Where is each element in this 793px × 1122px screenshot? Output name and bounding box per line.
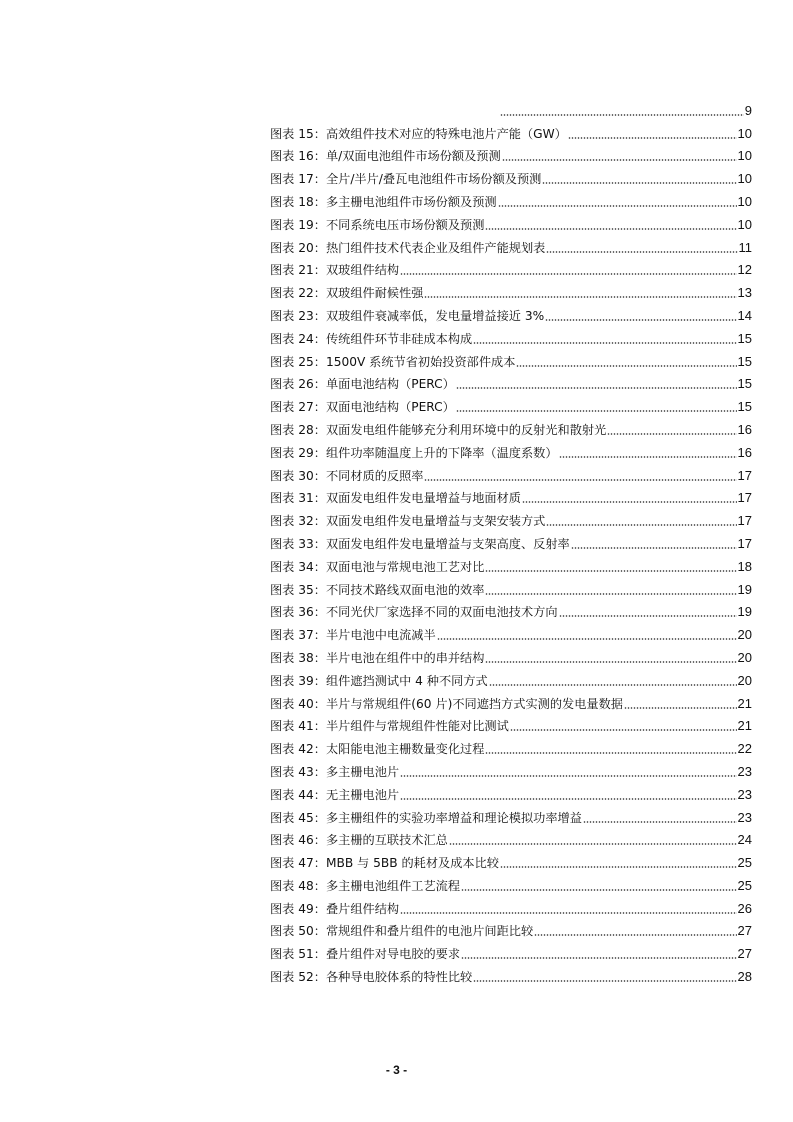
dot-leader xyxy=(542,182,736,184)
toc-page-number[interactable]: 10 xyxy=(737,193,752,209)
toc-entry-label[interactable]: 图表 37：半片电池中电流减半 xyxy=(270,628,436,643)
toc-entry[interactable] xyxy=(270,529,752,552)
toc-entry-label[interactable]: 图表 34：双面电池与常规电池工艺对比 xyxy=(270,559,485,574)
toc-page-number[interactable]: 15 xyxy=(737,376,752,392)
dot-leader xyxy=(546,524,736,526)
toc-page-number[interactable]: 24 xyxy=(737,832,752,848)
toc-entry[interactable] xyxy=(270,438,752,461)
toc-entry[interactable] xyxy=(270,780,752,803)
dot-leader xyxy=(545,319,736,321)
dot-leader xyxy=(571,547,737,549)
dot-leader xyxy=(400,912,736,914)
dot-leader xyxy=(516,365,736,367)
toc-page-number[interactable]: 19 xyxy=(737,581,752,597)
toc-entry-label[interactable]: 图表 46：多主栅的互联技术汇总 xyxy=(270,833,448,848)
dot-leader xyxy=(485,570,736,572)
dot-leader xyxy=(559,456,737,458)
dot-leader xyxy=(461,889,737,891)
dot-leader xyxy=(559,615,737,617)
toc-entry-label[interactable]: 图表 21：双玻组件结构 xyxy=(270,263,400,278)
dot-leader xyxy=(437,638,737,640)
toc-page-number[interactable]: 23 xyxy=(737,763,752,779)
toc-entry-label[interactable]: 图表 31：双面发电组件发电量增益与地面材质 xyxy=(270,491,521,506)
toc-page-number[interactable]: 25 xyxy=(737,855,752,871)
dot-leader xyxy=(473,980,736,982)
toc-page-number[interactable]: 20 xyxy=(737,627,752,643)
toc-entry[interactable] xyxy=(270,233,752,256)
toc-entry-label[interactable]: 图表 43：多主栅电池片 xyxy=(270,764,400,779)
toc-page-number[interactable]: 10 xyxy=(737,171,752,187)
toc-entry-label[interactable]: 图表 52：各种导电胶体系的特性比较 xyxy=(270,970,473,985)
toc-page-number[interactable]: 10 xyxy=(737,216,752,232)
toc-page-number[interactable]: 10 xyxy=(737,125,752,141)
toc-page-number[interactable]: 13 xyxy=(737,285,752,301)
dot-leader xyxy=(424,296,736,298)
toc-page-number[interactable]: 27 xyxy=(737,946,752,962)
toc-entry-label[interactable]: 图表 26：单面电池结构（PERC） xyxy=(270,377,455,392)
dot-leader xyxy=(400,798,736,800)
toc-entry[interactable] xyxy=(270,301,752,324)
dot-leader xyxy=(624,707,737,709)
toc-entry-label[interactable]: 图表 51：叠片组件对导电胶的要求 xyxy=(270,947,461,962)
toc-entry[interactable] xyxy=(270,575,752,598)
toc-entry-label[interactable]: 图表 47：MBB 与 5BB 的耗材及成本比较 xyxy=(270,856,499,871)
table-of-figures xyxy=(270,96,752,985)
toc-entry-label[interactable]: 图表 19：不同系统电压市场份额及预测 xyxy=(270,217,485,232)
toc-entry-label[interactable]: 图表 29：组件功率随温度上升的下降率（温度系数） xyxy=(270,445,558,460)
toc-entry-label[interactable]: 图表 24：传统组件环节非硅成本构成 xyxy=(270,331,473,346)
toc-page-number[interactable]: 16 xyxy=(737,421,752,437)
toc-entry[interactable] xyxy=(270,392,752,415)
dot-leader xyxy=(424,479,736,481)
toc-page-number[interactable]: 11 xyxy=(738,239,752,255)
dot-leader xyxy=(461,957,737,959)
toc-entry[interactable] xyxy=(270,917,752,940)
toc-entry-label[interactable]: 图表 36：不同光伏厂家选择不同的双面电池技术方向 xyxy=(270,605,558,620)
dot-leader xyxy=(498,205,737,207)
toc-entry[interactable] xyxy=(270,734,752,757)
toc-page-number[interactable]: 10 xyxy=(737,148,752,164)
dot-leader xyxy=(502,159,737,161)
toc-entry[interactable] xyxy=(270,164,752,187)
toc-entry-label[interactable]: 图表 16：单/双面电池组件市场份额及预测 xyxy=(270,149,501,164)
toc-entry[interactable] xyxy=(270,256,752,279)
toc-entry[interactable] xyxy=(270,848,752,871)
toc-entry[interactable] xyxy=(270,871,752,894)
toc-continued-row xyxy=(270,96,752,119)
toc-page-number[interactable]: 27 xyxy=(737,923,752,939)
toc-page-number[interactable]: 14 xyxy=(737,307,752,323)
toc-page-number[interactable]: 20 xyxy=(737,672,752,688)
toc-entry-label[interactable]: 图表 45：多主栅组件的实验功率增益和理论模拟功率增益 xyxy=(270,810,582,825)
toc-entry[interactable] xyxy=(270,370,752,393)
toc-entry-label[interactable]: 图表 39：组件遮挡测试中 4 种不同方式 xyxy=(270,673,488,688)
toc-entry[interactable] xyxy=(270,643,752,666)
toc-entry-label[interactable]: 图表 22：双玻组件耐候性强 xyxy=(270,286,424,301)
toc-entry-label[interactable]: 图表 48：多主栅电池组件工艺流程 xyxy=(270,878,461,893)
dot-leader xyxy=(473,342,736,344)
toc-entry[interactable] xyxy=(270,552,752,575)
toc-page-number[interactable]: 12 xyxy=(737,262,752,278)
dot-leader xyxy=(489,684,737,686)
toc-entry[interactable] xyxy=(270,712,752,735)
toc-entry-label[interactable]: 图表 27：双面电池结构（PERC） xyxy=(270,400,455,415)
toc-entry[interactable] xyxy=(270,757,752,780)
toc-entry[interactable] xyxy=(270,826,752,849)
toc-page-number[interactable]: 23 xyxy=(737,809,752,825)
toc-page-number[interactable]: 15 xyxy=(737,353,752,369)
toc-entry-label[interactable]: 图表 23：双玻组件衰减率低，发电量增益接近 3% xyxy=(270,308,545,323)
toc-page-number[interactable]: 15 xyxy=(737,399,752,415)
toc-entry-label[interactable]: 图表 33：双面发电组件发电量增益与支架高度、反射率 xyxy=(270,536,570,551)
toc-entry-label[interactable]: 图表 20：热门组件技术代表企业及组件产能规划表 xyxy=(270,240,546,255)
toc-entry[interactable] xyxy=(270,461,752,484)
toc-entry[interactable] xyxy=(270,187,752,210)
toc-entry-label[interactable]: 图表 40：半片与常规组件(60 片)不同遮挡方式实测的发电量数据 xyxy=(270,696,623,711)
toc-entry[interactable] xyxy=(270,666,752,689)
toc-entry-label[interactable]: 图表 44：无主栅电池片 xyxy=(270,787,400,802)
toc-page-number: 9 xyxy=(744,102,752,118)
toc-entry[interactable] xyxy=(270,894,752,917)
toc-entry[interactable] xyxy=(270,347,752,370)
toc-page-number[interactable]: 25 xyxy=(737,877,752,893)
toc-entry-label[interactable]: 图表 35：不同技术路线双面电池的效率 xyxy=(270,582,485,597)
toc-entry[interactable] xyxy=(270,803,752,826)
toc-entry[interactable] xyxy=(270,324,752,347)
toc-entry-label[interactable]: 图表 49：叠片组件结构 xyxy=(270,901,400,916)
dot-leader xyxy=(400,775,736,777)
dot-leader xyxy=(607,433,736,435)
toc-entry[interactable] xyxy=(270,506,752,529)
toc-page-number[interactable]: 15 xyxy=(737,330,752,346)
toc-entry[interactable] xyxy=(270,484,752,507)
toc-entry[interactable] xyxy=(270,939,752,962)
toc-entry[interactable] xyxy=(270,689,752,712)
dot-leader xyxy=(485,593,736,595)
toc-entry[interactable] xyxy=(270,119,752,142)
toc-entry-label[interactable]: 图表 41：半片组件与常规组件性能对比测试 xyxy=(270,719,509,734)
dot-leader xyxy=(400,273,736,275)
toc-page-number[interactable]: 21 xyxy=(737,718,752,734)
dot-leader xyxy=(485,661,736,663)
toc-page-number[interactable]: 18 xyxy=(737,558,752,574)
toc-page-number[interactable]: 17 xyxy=(737,490,752,506)
toc-page-number[interactable]: 17 xyxy=(737,535,752,551)
dot-leader xyxy=(456,410,737,412)
dot-leader xyxy=(522,501,737,503)
toc-page-number[interactable]: 26 xyxy=(737,900,752,916)
dot-leader xyxy=(485,752,736,754)
toc-entry[interactable] xyxy=(270,210,752,233)
toc-entry-label[interactable]: 图表 25：1500V 系统节省初始投资部件成本 xyxy=(270,354,516,369)
toc-entry-label[interactable]: 图表 15：高效组件技术对应的特殊电池片产能（GW） xyxy=(270,126,567,141)
toc-entry-label[interactable]: 图表 42：太阳能电池主栅数量变化过程 xyxy=(270,742,485,757)
toc-entry[interactable] xyxy=(270,278,752,301)
toc-entry-label[interactable]: 图表 28：双面发电组件能够充分利用环境中的反射光和散射光 xyxy=(270,422,607,437)
dot-leader xyxy=(500,866,737,868)
dot-leader xyxy=(456,387,737,389)
toc-page-number[interactable]: 19 xyxy=(737,604,752,620)
toc-entry-label[interactable]: 图表 30：不同材质的反照率 xyxy=(270,468,424,483)
dot-leader xyxy=(500,114,744,116)
toc-page-number[interactable]: 21 xyxy=(737,695,752,711)
dot-leader xyxy=(485,228,736,230)
toc-page-number[interactable]: 16 xyxy=(737,444,752,460)
dot-leader xyxy=(583,821,737,823)
dot-leader xyxy=(546,251,737,253)
toc-entry-label[interactable]: 图表 18：多主栅电池组件市场份额及预测 xyxy=(270,194,497,209)
dot-leader xyxy=(534,934,736,936)
toc-page-number[interactable]: 17 xyxy=(737,467,752,483)
toc-page-number[interactable]: 17 xyxy=(737,513,752,529)
toc-entry[interactable] xyxy=(270,598,752,621)
toc-page-number[interactable]: 22 xyxy=(737,741,752,757)
dot-leader xyxy=(568,137,737,139)
toc-entry[interactable] xyxy=(270,962,752,985)
dot-leader xyxy=(449,843,737,845)
toc-page-number[interactable]: 23 xyxy=(737,786,752,802)
toc-entry-label[interactable]: 图表 38：半片电池在组件中的串并结构 xyxy=(270,650,485,665)
toc-entry-label[interactable]: 图表 17：全片/半片/叠瓦电池组件市场份额及预测 xyxy=(270,172,542,187)
toc-entry[interactable] xyxy=(270,620,752,643)
toc-page-number[interactable]: 20 xyxy=(737,649,752,665)
page-number-footer: - 3 - xyxy=(385,1063,408,1077)
toc-entry[interactable] xyxy=(270,142,752,165)
toc-page-number[interactable]: 28 xyxy=(737,969,752,985)
dot-leader xyxy=(510,729,737,731)
toc-entry-label[interactable]: 图表 32：双面发电组件发电量增益与支架安装方式 xyxy=(270,514,546,529)
toc-entry[interactable] xyxy=(270,415,752,438)
toc-entry-label[interactable]: 图表 50：常规组件和叠片组件的电池片间距比较 xyxy=(270,924,534,939)
